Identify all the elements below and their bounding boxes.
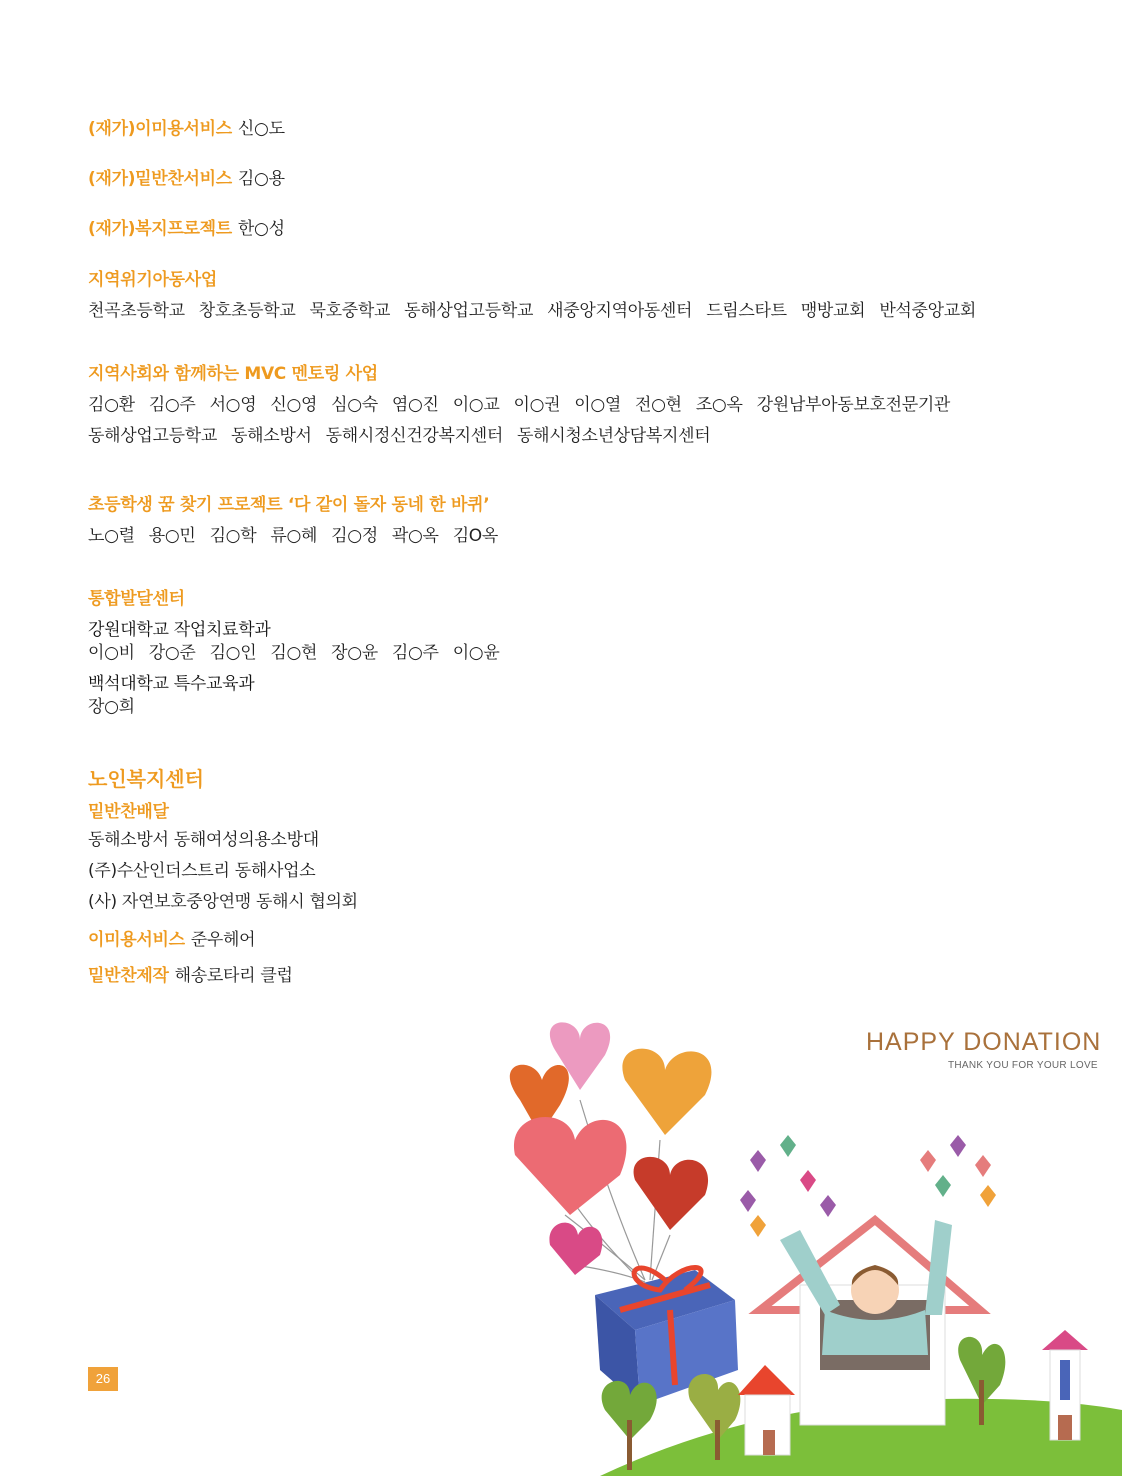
list-item: 서○영 bbox=[209, 395, 257, 415]
item-home-welfare bbox=[88, 214, 285, 239]
item-label: (재가)이미용서비스 bbox=[88, 119, 232, 139]
senior-beauty-service bbox=[88, 925, 255, 950]
section-heading-dream: 초등학생 꿈 찾기 프로젝트 ‘다 같이 돌자 동네 한 바퀴’ bbox=[88, 495, 490, 515]
item-home-beauty bbox=[88, 114, 285, 139]
list-item: 드림스타트 bbox=[706, 301, 787, 321]
heart-balloon-icon bbox=[634, 1157, 708, 1230]
item-home-sidedish bbox=[88, 164, 285, 189]
heart-balloon-icon bbox=[549, 1223, 602, 1275]
list-item: 염○진 bbox=[391, 395, 439, 415]
list-item: 류○혜 bbox=[270, 526, 318, 546]
mvc-name-list-row1 bbox=[88, 390, 964, 415]
list-item: 동해상업고등학교 bbox=[404, 301, 534, 321]
heart-balloon-icon bbox=[514, 1117, 626, 1215]
list-item: 용○민 bbox=[148, 526, 196, 546]
item-name: 한○성 bbox=[237, 219, 285, 239]
senior-line: (사) 자연보호중앙연맹 동해시 협의회 bbox=[88, 892, 358, 912]
item-label: (재가)복지프로젝트 bbox=[88, 219, 232, 239]
university-name: 백석대학교 특수교육과 bbox=[88, 674, 255, 694]
brand-title: HAPPY DONATION bbox=[866, 1028, 1102, 1056]
dream-name-list bbox=[88, 521, 512, 546]
list-item: 심○숙 bbox=[331, 395, 378, 415]
list-item: 동해상업고등학교 bbox=[88, 426, 217, 446]
item-name: 김○용 bbox=[237, 169, 285, 189]
list-item: 이○권 bbox=[513, 395, 561, 415]
item-label: 밑반찬제작 bbox=[88, 966, 169, 986]
list-item: 맹방교회 bbox=[800, 301, 866, 321]
page-number: 26 bbox=[88, 1367, 118, 1391]
list-item: 강○준 bbox=[148, 643, 196, 663]
list-item: 김○주 bbox=[148, 395, 196, 415]
list-item: 김○학 bbox=[209, 526, 257, 546]
item-label: 이미용서비스 bbox=[88, 930, 185, 950]
list-item: 장○윤 bbox=[331, 643, 378, 663]
list-item: 장○희 bbox=[88, 697, 135, 717]
item-name: 신○도 bbox=[237, 119, 285, 139]
donation-illustration bbox=[480, 1010, 1122, 1476]
list-item: 이○비 bbox=[88, 643, 135, 663]
list-item: 천곡초등학교 bbox=[88, 301, 185, 321]
list-item: 김○인 bbox=[209, 643, 257, 663]
list-item: 이○교 bbox=[452, 395, 500, 415]
uni2-name-list bbox=[88, 692, 149, 717]
senior-sidedish-making bbox=[88, 961, 293, 986]
list-item: 신○영 bbox=[270, 395, 318, 415]
university-name: 강원대학교 작업치료학과 bbox=[88, 620, 271, 640]
list-item: 동해시청소년상담복지센터 bbox=[516, 426, 711, 446]
item-label: (재가)밑반찬서비스 bbox=[88, 169, 232, 189]
risk-name-list bbox=[88, 296, 990, 321]
list-item: 김○정 bbox=[331, 526, 378, 546]
list-item: 이○윤 bbox=[452, 643, 500, 663]
section-heading-senior: 노인복지센터 bbox=[88, 767, 204, 791]
uni1-name-list bbox=[88, 638, 513, 663]
item-name: 준우헤어 bbox=[190, 930, 256, 950]
list-item: 창호초등학교 bbox=[198, 301, 296, 321]
list-item: 새중앙지역아동센터 bbox=[547, 301, 693, 321]
senior-line: 동해소방서 동해여성의용소방대 bbox=[88, 830, 319, 850]
item-name: 해송로타리 클럽 bbox=[174, 966, 293, 986]
list-item: 이○열 bbox=[574, 395, 622, 415]
list-item: 반석중앙교회 bbox=[879, 301, 977, 321]
section-heading-mvc: 지역사회와 함께하는 MVC 멘토링 사업 bbox=[88, 364, 378, 384]
small-house-icon bbox=[738, 1365, 795, 1455]
list-item: 김○환 bbox=[88, 395, 135, 415]
section-heading-risk: 지역위기아동사업 bbox=[88, 270, 217, 290]
brand-subtitle: THANK YOU FOR YOUR LOVE bbox=[948, 1060, 1098, 1071]
list-item: 동해소방서 bbox=[230, 426, 312, 446]
mvc-name-list-row2 bbox=[88, 421, 724, 446]
list-item: 김○현 bbox=[270, 643, 318, 663]
list-item: 김○주 bbox=[391, 643, 439, 663]
list-item: 노○렬 bbox=[88, 526, 135, 546]
list-item: 강원남부아동보호전문기관 bbox=[756, 395, 951, 415]
subheading-sidedish-delivery: 밑반찬배달 bbox=[88, 802, 169, 822]
list-item: 곽○옥 bbox=[391, 526, 439, 546]
list-item: 묵호중학교 bbox=[309, 301, 391, 321]
senior-line: (주)수산인더스트리 동해사업소 bbox=[88, 861, 316, 881]
list-item: 김O옥 bbox=[452, 526, 499, 546]
list-item: 동해시정신건강복지센터 bbox=[325, 426, 503, 446]
list-item: 조○옥 bbox=[695, 395, 743, 415]
section-heading-dev: 통합발달센터 bbox=[88, 589, 185, 609]
list-item: 전○현 bbox=[635, 395, 682, 415]
heart-balloon-icon bbox=[622, 1049, 711, 1135]
